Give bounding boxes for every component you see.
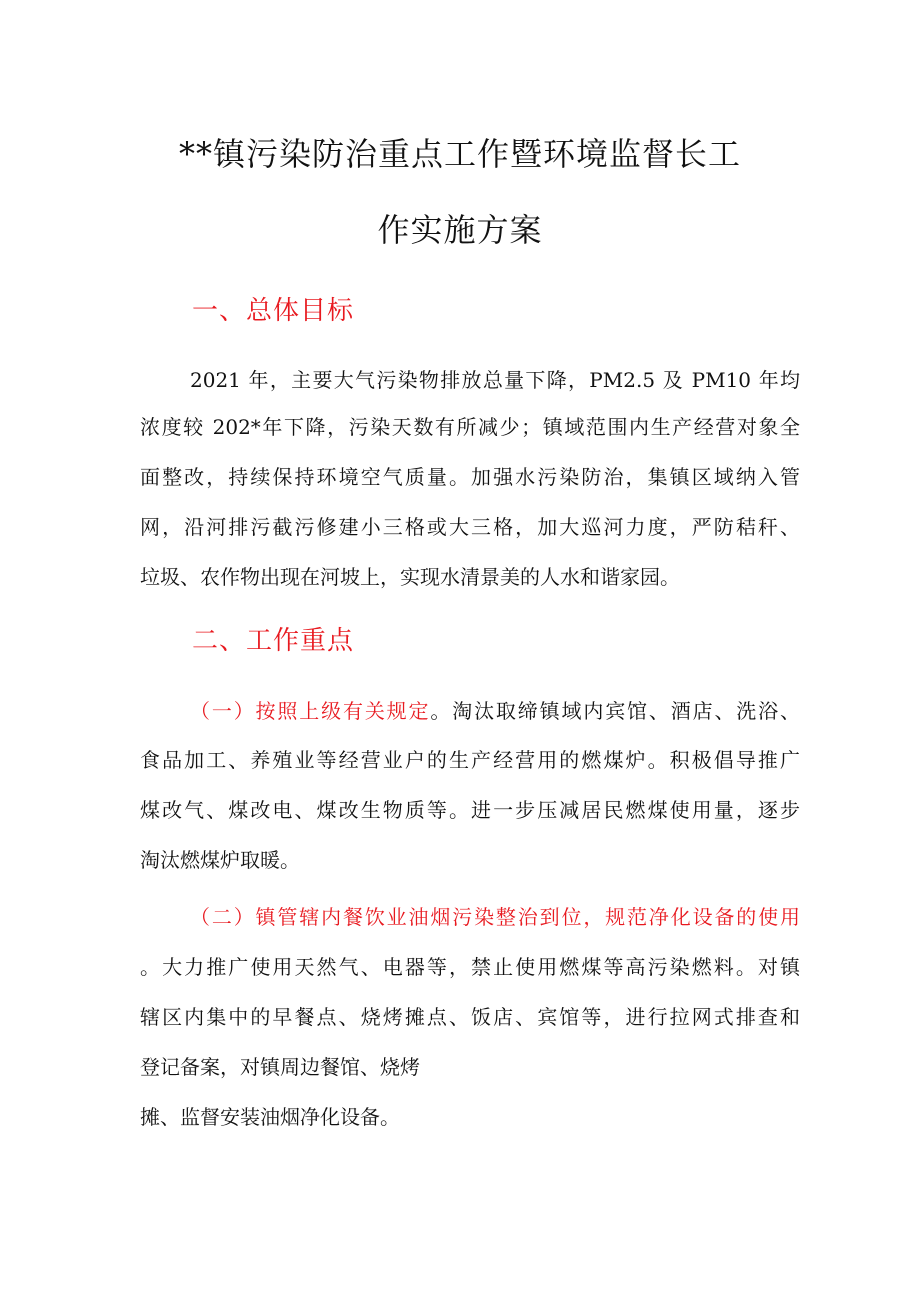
paragraph-line: 面整改，持续保持环境空气质量。加强水污染防治，集镇区域纳入管	[140, 465, 800, 489]
paragraph-line: 煤改气、煤改电、煤改生物质等。进一步压减居民燃煤使用量，逐步	[140, 798, 800, 822]
paragraph-line: 食品加工、养殖业等经营业户的生产经营用的燃煤炉。积极倡导推广	[140, 748, 800, 772]
item-1-first-rest: 。淘汰取缔镇域内宾馆、酒店、洗浴、	[430, 699, 801, 723]
section-heading-overall-goals: 一、总体目标	[192, 296, 355, 326]
paragraph-line: 摊、监督安装油烟净化设备。	[140, 1105, 400, 1129]
paragraph-line: 淘汰燃煤炉取暖。	[140, 848, 300, 872]
paragraph-line: 浓度较 202*年下降，污染天数有所减少；镇域范围内生产经营对象全	[140, 415, 800, 439]
item-1-lead: （一）按照上级有关规定	[190, 699, 431, 723]
paragraph-line: 网，沿河排污截污修建小三格或大三格，加大巡河力度，严防秸秆、	[140, 515, 800, 539]
document-title-line-2: 作实施方案	[377, 211, 543, 249]
paragraph-line: 垃圾、农作物出现在河坡上，实现水清景美的人水和谐家园。	[140, 565, 680, 589]
item-1-first-line	[190, 697, 800, 725]
document-title-line-1: **镇污染防治重点工作暨环境监督长工	[178, 135, 741, 173]
paragraph-line: 。大力推广使用天然气、电器等，禁止使用燃煤等高污染燃料。对镇	[140, 955, 800, 979]
paragraph-line: 辖区内集中的早餐点、烧烤摊点、饭店、宾馆等，进行拉网式排查和	[140, 1005, 800, 1029]
paragraph-line: 登记备案，对镇周边餐馆、烧烤	[140, 1055, 420, 1079]
section-heading-key-work: 二、工作重点	[192, 626, 355, 656]
paragraph-line: 2021 年，主要大气污染物排放总量下降，PM2.5 及 PM10 年均	[190, 368, 800, 392]
item-2-lead: （二）镇管辖内餐饮业油烟污染整治到位，规范净化设备的使用	[190, 905, 800, 929]
